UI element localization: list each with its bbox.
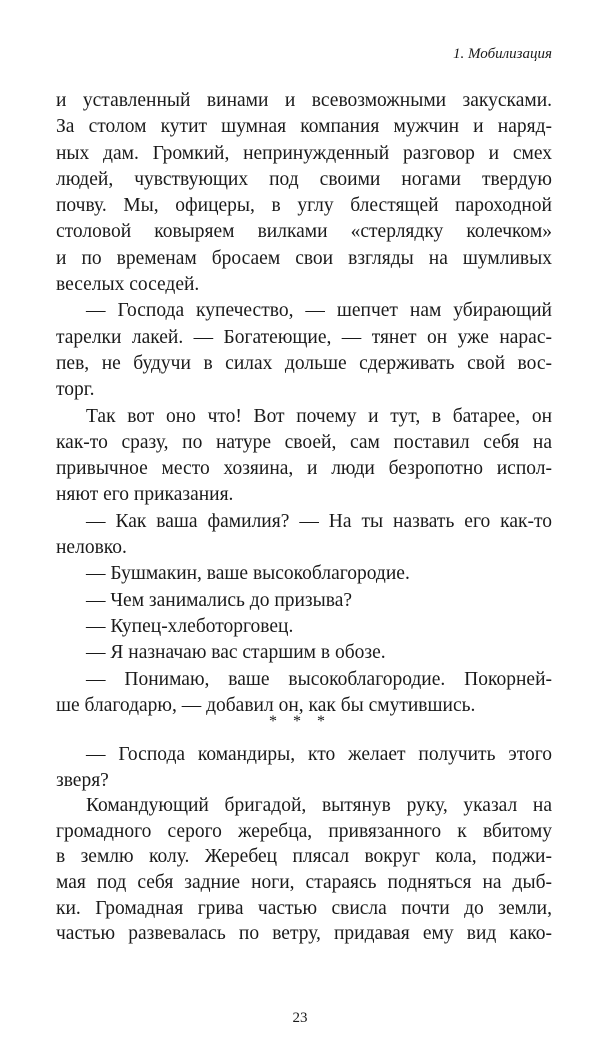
paragraph <box>56 298 552 403</box>
text-line: — Бушмакин, ваше высокоблагородие. <box>86 563 410 585</box>
text-line: Командующий бригадой, вытянув руку, указал на <box>86 795 552 817</box>
text-line: столовой ковыряем вилками «стерлядку колечком» <box>56 221 552 243</box>
text-line: неловко. <box>56 537 127 559</box>
text-line: веселых соседей. <box>56 274 200 296</box>
paragraph <box>56 88 552 298</box>
text-line: — Чем занимались до призыва? <box>86 589 353 611</box>
text-line: и уставленный винами и всевозможными закусками. <box>56 90 552 111</box>
paragraph <box>56 614 552 640</box>
text-line: Так вот оно что! Вот почему и тут, в батарее, он <box>86 405 552 427</box>
text-line: почву. Мы, офицеры, в углу блестящей пароходной <box>56 195 552 217</box>
text-line: людей, чувствующих под своими ногами твердую <box>56 168 552 190</box>
text-line: и по временам бросаем свои взгляды на шумливых <box>56 247 552 269</box>
text-line: За столом кутит шумная компания мужчин и наряд- <box>56 116 552 138</box>
text-line: няют его приказания. <box>56 484 234 506</box>
text-line: громадного серого жеребца, привязанного к вбитому <box>56 820 552 842</box>
text-line: — Я назначаю вас старшим в обозе. <box>86 642 386 664</box>
text-line: ных дам. Громкий, непринужденный разговор и смех <box>56 142 552 164</box>
text-section-top <box>56 88 552 719</box>
paragraph <box>56 742 552 793</box>
text-line: зверя? <box>56 769 109 791</box>
paragraph <box>56 509 552 562</box>
running-head: 1. Мобилизация <box>453 46 552 62</box>
text-line: привычное место хозяина, и люди безропотно испол- <box>56 458 552 480</box>
section-separator: * * * <box>269 713 331 730</box>
text-line: ки. Громадная грива частью свисла почти до земли, <box>56 897 552 919</box>
text-line: как-то сразу, по натуре своей, сам поставил себя на <box>56 431 552 453</box>
text-line: торг. <box>56 379 95 401</box>
paragraph <box>56 404 552 509</box>
text-line: частью развевалась по ветру, придавая ему вид како- <box>56 923 552 945</box>
text-line: мая под себя задние ноги, стараясь подняться на дыб- <box>56 871 552 893</box>
paragraph <box>56 588 552 614</box>
text-section-bottom <box>56 742 552 947</box>
paragraph <box>56 561 552 587</box>
paragraph <box>56 793 552 947</box>
text-line: — Как ваша фамилия? — На ты назвать его как-то <box>86 510 552 532</box>
text-line: — Господа командиры, кто желает получить этого <box>86 744 552 765</box>
text-line: — Господа купечество, — шепчет нам убирающий <box>86 300 552 322</box>
page-number: 23 <box>292 1010 308 1026</box>
paragraph <box>56 640 552 666</box>
text-line: ше благодарю, — добавил он, как бы смутившись. <box>56 694 476 716</box>
text-line: тарелки лакей. — Богатеющие, — тянет он уже нарас- <box>56 326 552 348</box>
text-line: в землю колу. Жеребец плясал вокруг кола, поджи- <box>56 846 552 868</box>
text-line: — Понимаю, ваше высокоблагородие. Покорней- <box>86 668 552 690</box>
text-line: пев, не будучи в силах дольше сдерживать свой вос- <box>56 352 552 374</box>
text-line: — Купец-хлеботорговец. <box>86 615 294 637</box>
